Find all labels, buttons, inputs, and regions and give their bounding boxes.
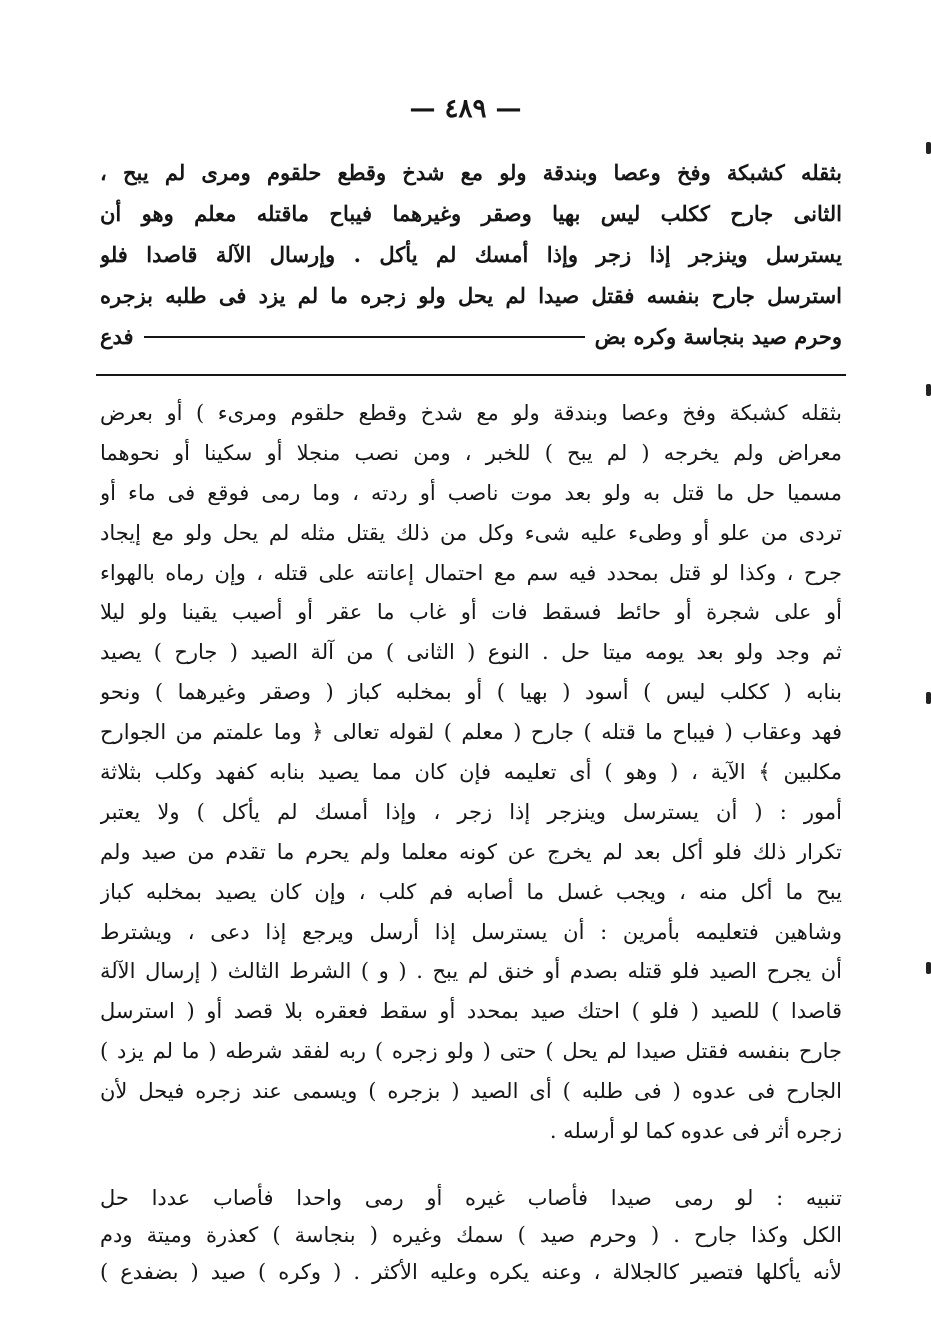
scan-margin-mark: [926, 962, 931, 974]
matn-last-line-start: وحرم صيد بنجاسة وكره بض: [594, 324, 842, 349]
continuation-dash: [144, 336, 585, 338]
tanbih-line: لأنه يأكلها فتصير كالجلالة ، وعنه يكره وعليه الأكثر . ( وكره ) صيد ( بضفدع ): [100, 1260, 842, 1284]
sharh-line: وشاهين فتعليمه بأمرين : أن يسترسل إذا أرسل ويرجع إذا دعى ، ويشترط: [100, 919, 842, 944]
matn-last-line-end: فدع: [100, 324, 134, 349]
scan-margin-mark: [926, 142, 931, 154]
matn-line: الثانى جارح ككلب ليس بهيا وصقر وغيرهما فيباح ماقتله معلم وهو أن: [100, 201, 842, 226]
sharh-line: مسميا حل ما قتل به ولو بعد موت ناصب أو ردته ، وما رمى فوقع فى ماء أو: [100, 480, 842, 505]
tanbih-line: تنبيه : لو رمى صيدا فأصاب غيره أو رمى واحدا فأصاب عددا حل: [100, 1186, 842, 1210]
sharh-line: الجارح فى عدوه ( فى طلبه ) أى الصيد ( بزجره ) ويسمى عند زجره فيحل لأن: [100, 1079, 842, 1104]
sharh-line: مكلبين ﴾ الآية ، ( وهو ) أى تعليمه فإن كان مما يصيد بنابه كفهد وكلب بثلاثة: [100, 760, 842, 785]
sharh-line: معراض ولم يخرجه ( لم يبح ) للخبر ، ومن نصب منجلا أو سكينا أو نحوهما: [100, 440, 842, 465]
sharh-line: يبح ما أكل منه ، ويجب غسل ما أصابه فم كلب ، وإن كان يصيد بمخلبه كباز: [100, 879, 842, 904]
tanbih-line: الكل وكذا جارح . ( وحرم صيد ) سمك وغيره ( بنجاسة ) كعذرة وميتة ودم: [100, 1223, 842, 1247]
sharh-line: زجره أثر فى عدوه كما لو أرسله .: [549, 1119, 842, 1144]
sharh-line: جارح بنفسه فقتل صيدا لم يحل ) حتى ( ولو زجره ) ربه لفقد شرطه ( ما لم يزد ): [100, 1039, 842, 1064]
separator-rule: [96, 374, 846, 376]
sharh-line: تردى من علو أو وطىء عليه شىء وكل من ذلك يقتل مثله لم يحل ولو مع إيجاد: [100, 520, 842, 545]
scan-margin-mark: [926, 384, 931, 396]
matn-last-line: [100, 316, 842, 357]
sharh-line: قاصدا ) للصيد ( فلو ) احتك صيد بمحدد أو سقط فعقره بلا قصد أو ( استرسل: [100, 999, 842, 1024]
matn-line: بثقله كشبكة وفخ وعصا وبندقة ولو مع شدخ وقطع حلقوم ومرى لم يبح ،: [100, 160, 842, 185]
page-number: — ٤٨٩ —: [409, 94, 522, 124]
sharh-line: فهد وعقاب ( فيباح ما قتله ) جارح ( معلم ) لقوله تعالى ﴿ وما علمتم من الجوارح: [100, 720, 842, 745]
matn-line: استرسل جارح بنفسه فقتل صيدا لم يحل ولو زجره ما لم يزد فى طلبه بزجره: [100, 283, 842, 308]
sharh-line: بثقله كشبكة وفخ وعصا وبندقة ولو مع شدخ وقطع حلقوم ومرىء ) أو بعرض: [100, 401, 842, 425]
sharh-line: أو على شجرة أو حائط فسقط فات أو غاب ما عقر أو أصيب يقينا ولو ليلا: [100, 600, 842, 625]
sharh-line: تكرار ذلك فلو أكل بعد لم يخرج عن كونه معلما ولم يحرم ما تقدم من صيد ولم: [100, 839, 842, 864]
tanbih-note-block: [100, 1180, 842, 1291]
matn-text-block: [100, 152, 842, 357]
sharh-line: أمور : ( أن يسترسل وينزجر إذا زجر ، وإذا أمسك لم يأكل ) ولا يعتبر: [100, 799, 842, 824]
sharh-text-block: [100, 394, 842, 1152]
matn-line: يسترسل وينزجر إذا زجر وإذا أمسك لم يأكل . وإرسال الآلة قاصدا فلو: [100, 242, 842, 267]
sharh-line: بنابه ( ككلب ليس ) أسود ( بهيا ) أو بمخلبه كباز ( وصقر وغيرهما ) ونحو: [100, 680, 842, 705]
scan-margin-mark: [926, 692, 931, 704]
sharh-line: ثم وجد ولو بعد يومه ميتا حل . النوع ( الثانى ) من آلة الصيد ( جارح ) يصيد: [100, 640, 842, 665]
sharh-line: أن يجرح الصيد فلو قتله بصدم أو خنق لم يبح . ( و ) الشرط الثالث ( إرسال الآلة: [100, 959, 842, 984]
sharh-line: جرح ، وكذا لو قتل بمحدد فيه سم مع احتمال إعانته على قتله ، وإن رماه بالهواء: [100, 560, 842, 585]
